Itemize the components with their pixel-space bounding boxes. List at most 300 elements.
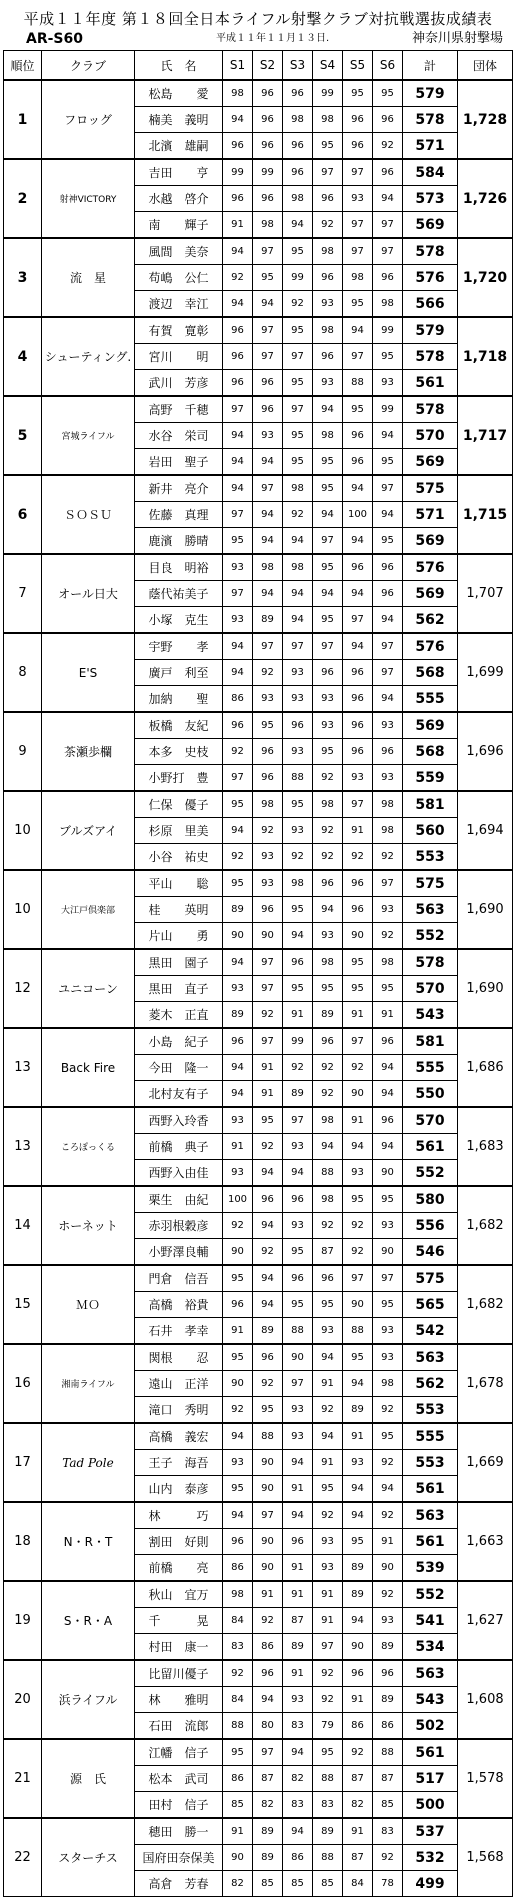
series-score-s1: 93 [223,1160,253,1187]
team-block [4,633,513,712]
shooter-name: 渡辺 幸江 [135,291,223,318]
series-score-s5: 94 [343,1371,373,1397]
series-score-s5: 95 [343,80,373,107]
shooter-name: 小野打 豊 [135,765,223,792]
team-block [4,1581,513,1660]
rank-cell: 16 [4,1344,42,1423]
series-score-s2: 98 [253,791,283,818]
series-score-s6: 96 [373,739,403,765]
series-score-s4: 98 [313,791,343,818]
series-score-s2: 96 [253,739,283,765]
series-score-s3: 96 [283,1265,313,1292]
series-score-s1: 94 [223,949,253,976]
series-score-s4: 98 [313,107,343,133]
series-score-s6: 95 [373,1423,403,1450]
shooter-total: 578 [403,238,458,265]
series-score-s2: 96 [253,370,283,397]
series-score-s6: 89 [373,1634,403,1661]
shooter-total: 578 [403,949,458,976]
table-row [4,159,513,186]
team-total-cell: 1,578 [458,1739,513,1818]
series-score-s1: 96 [223,1292,253,1318]
club-cell: フロッグ [42,80,135,159]
shooter-name: 菱木 正直 [135,1002,223,1029]
series-score-s6: 94 [373,607,403,634]
event-class-label: AR-S60 [26,31,83,47]
series-score-s5: 91 [343,818,373,844]
team-total-cell: 1,683 [458,1107,513,1186]
team-block [4,238,513,317]
series-score-s2: 89 [253,1818,283,1845]
rank-cell: 6 [4,475,42,554]
series-score-s5: 97 [343,607,373,634]
series-score-s4: 95 [313,1292,343,1318]
series-score-s1: 86 [223,686,253,713]
series-score-s3: 88 [283,765,313,792]
series-score-s6: 93 [373,712,403,739]
series-score-s2: 90 [253,1476,283,1503]
shooter-name: 黒田 直子 [135,976,223,1002]
series-score-s3: 94 [283,1160,313,1187]
rank-cell: 13 [4,1028,42,1107]
series-score-s4: 79 [313,1713,343,1740]
series-score-s1: 94 [223,107,253,133]
series-score-s6: 96 [373,1660,403,1687]
shooter-total: 553 [403,844,458,871]
series-score-s1: 94 [223,818,253,844]
series-score-s2: 95 [253,265,283,291]
series-score-s4: 96 [313,265,343,291]
series-score-s1: 92 [223,1660,253,1687]
shooter-name: 吉田 亨 [135,159,223,186]
series-score-s4: 93 [313,686,343,713]
series-score-s5: 92 [343,1055,373,1081]
series-score-s5: 95 [343,1344,373,1371]
series-score-s5: 95 [343,291,373,318]
shooter-total: 575 [403,870,458,897]
rank-cell: 15 [4,1265,42,1344]
shooter-total: 565 [403,1292,458,1318]
series-score-s1: 84 [223,1608,253,1634]
series-score-s6: 98 [373,1371,403,1397]
series-score-s1: 84 [223,1687,253,1713]
series-score-s1: 99 [223,159,253,186]
shooter-total: 502 [403,1713,458,1740]
series-score-s5: 96 [343,423,373,449]
series-score-s1: 94 [223,423,253,449]
series-score-s1: 96 [223,317,253,344]
series-score-s6: 97 [373,1265,403,1292]
series-score-s1: 83 [223,1634,253,1661]
series-score-s6: 96 [373,265,403,291]
shooter-name: 佐藤 真理 [135,502,223,528]
series-score-s6: 99 [373,317,403,344]
series-score-s2: 97 [253,633,283,660]
series-score-s3: 90 [283,1344,313,1371]
series-score-s1: 97 [223,765,253,792]
series-score-s6: 93 [373,897,403,923]
shooter-total: 561 [403,1134,458,1160]
shooter-total: 566 [403,291,458,318]
series-score-s4: 92 [313,1055,343,1081]
team-total-cell: 1,720 [458,238,513,317]
table-row [4,1739,513,1766]
series-score-s3: 97 [283,633,313,660]
shooter-name: 高橋 裕貴 [135,1292,223,1318]
team-total-cell: 1,696 [458,712,513,791]
header-s6: S6 [373,51,403,81]
rank-cell: 18 [4,1502,42,1581]
series-score-s1: 82 [223,1871,253,1897]
series-score-s6: 97 [373,238,403,265]
series-score-s3: 91 [283,1555,313,1582]
rank-cell: 10 [4,791,42,870]
table-row [4,475,513,502]
series-score-s3: 92 [283,291,313,318]
shooter-name: 高野 千穂 [135,396,223,423]
shooter-total: 537 [403,1818,458,1845]
series-score-s2: 97 [253,949,283,976]
team-total-cell: 1,715 [458,475,513,554]
series-score-s5: 96 [343,660,373,686]
team-total-cell: 1,717 [458,396,513,475]
series-score-s3: 95 [283,317,313,344]
club-cell: S・R・A [42,1581,135,1660]
series-score-s1: 95 [223,791,253,818]
series-score-s2: 98 [253,212,283,239]
series-score-s4: 92 [313,1397,343,1424]
series-score-s2: 89 [253,607,283,634]
header-team-total: 団体 [458,51,513,81]
team-block [4,1818,513,1897]
series-score-s6: 95 [373,528,403,555]
shooter-name: 西野入由佳 [135,1160,223,1187]
series-score-s3: 96 [283,949,313,976]
team-block [4,396,513,475]
series-score-s5: 94 [343,1502,373,1529]
series-score-s3: 95 [283,370,313,397]
series-score-s2: 94 [253,1265,283,1292]
club-cell: 射神VICTORY [42,159,135,238]
series-score-s5: 97 [343,791,373,818]
table-row [4,791,513,818]
series-score-s1: 95 [223,1476,253,1503]
series-score-s1: 92 [223,739,253,765]
shooter-name: 王子 海吾 [135,1450,223,1476]
series-score-s6: 93 [373,765,403,792]
series-score-s4: 88 [313,1160,343,1187]
series-score-s5: 89 [343,1397,373,1424]
shooter-total: 579 [403,317,458,344]
series-score-s6: 94 [373,1055,403,1081]
series-score-s5: 94 [343,475,373,502]
series-score-s6: 96 [373,159,403,186]
header-s5: S5 [343,51,373,81]
series-score-s1: 98 [223,1581,253,1608]
series-score-s4: 97 [313,1634,343,1661]
shooter-name: 門倉 信吾 [135,1265,223,1292]
shooter-total: 552 [403,923,458,950]
series-score-s6: 92 [373,1450,403,1476]
series-score-s6: 96 [373,1028,403,1055]
series-score-s6: 97 [373,870,403,897]
shooter-name: 前橋 亮 [135,1555,223,1582]
series-score-s5: 90 [343,923,373,950]
series-score-s3: 91 [283,1476,313,1503]
series-score-s6: 94 [373,186,403,212]
series-score-s4: 89 [313,1002,343,1029]
series-score-s4: 93 [313,1318,343,1345]
team-total-cell: 1,669 [458,1423,513,1502]
shooter-name: 南 輝子 [135,212,223,239]
series-score-s6: 98 [373,291,403,318]
club-cell: ころぽっくる [42,1107,135,1186]
team-block [4,80,513,159]
shooter-name: 廣戸 利至 [135,660,223,686]
series-score-s2: 95 [253,712,283,739]
series-score-s1: 93 [223,554,253,581]
shooter-name: 板橋 友紀 [135,712,223,739]
team-block [4,1107,513,1186]
series-score-s1: 90 [223,1371,253,1397]
shooter-name: 北濱 雄嗣 [135,133,223,160]
series-score-s4: 93 [313,712,343,739]
series-score-s1: 86 [223,1555,253,1582]
shooter-name: 水谷 栄司 [135,423,223,449]
series-score-s2: 96 [253,1344,283,1371]
series-score-s5: 98 [343,265,373,291]
table-row [4,317,513,344]
series-score-s6: 96 [373,107,403,133]
team-block [4,712,513,791]
series-score-s1: 94 [223,1502,253,1529]
series-score-s3: 93 [283,1687,313,1713]
series-score-s4: 92 [313,1213,343,1239]
series-score-s6: 96 [373,554,403,581]
series-score-s3: 94 [283,1502,313,1529]
series-score-s5: 95 [343,1529,373,1555]
series-score-s2: 97 [253,317,283,344]
club-cell: 宮城ライフル [42,396,135,475]
series-score-s4: 89 [313,1818,343,1845]
series-score-s6: 93 [373,1344,403,1371]
series-score-s3: 83 [283,1792,313,1819]
series-score-s5: 97 [343,212,373,239]
shooter-total: 569 [403,581,458,607]
shooter-name: 割田 好則 [135,1529,223,1555]
series-score-s4: 96 [313,1028,343,1055]
series-score-s5: 96 [343,712,373,739]
series-score-s6: 95 [373,449,403,476]
series-score-s5: 93 [343,1160,373,1187]
series-score-s2: 95 [253,1107,283,1134]
shooter-total: 580 [403,1186,458,1213]
team-block [4,554,513,633]
series-score-s3: 93 [283,660,313,686]
event-date: 平成１１年１１月１３日. [216,33,330,44]
series-score-s3: 95 [283,1292,313,1318]
team-block [4,1344,513,1423]
series-score-s2: 93 [253,870,283,897]
team-block [4,159,513,238]
series-score-s6: 98 [373,818,403,844]
table-row [4,1660,513,1687]
header-rank: 順位 [4,51,42,81]
team-total-cell: 1,726 [458,159,513,238]
rank-cell: 19 [4,1581,42,1660]
series-score-s3: 93 [283,739,313,765]
shooter-total: 578 [403,344,458,370]
team-total-cell: 1,699 [458,633,513,712]
table-row [4,712,513,739]
series-score-s2: 91 [253,1055,283,1081]
shooter-name: 千 晃 [135,1608,223,1634]
series-score-s4: 88 [313,1845,343,1871]
series-score-s5: 93 [343,1450,373,1476]
series-score-s6: 87 [373,1766,403,1792]
series-score-s2: 92 [253,1002,283,1029]
shooter-total: 556 [403,1213,458,1239]
shooter-name: 宮川 明 [135,344,223,370]
series-score-s5: 96 [343,870,373,897]
series-score-s6: 91 [373,1529,403,1555]
series-score-s4: 95 [313,739,343,765]
series-score-s3: 98 [283,186,313,212]
shooter-total: 569 [403,528,458,555]
shooter-name: 風間 美奈 [135,238,223,265]
rank-cell: 3 [4,238,42,317]
series-score-s2: 97 [253,475,283,502]
series-score-s2: 95 [253,1397,283,1424]
shooter-name: 今田 隆一 [135,1055,223,1081]
series-score-s5: 91 [343,1107,373,1134]
series-score-s3: 89 [283,1081,313,1108]
shooter-total: 569 [403,212,458,239]
series-score-s4: 91 [313,1450,343,1476]
shooter-total: 500 [403,1792,458,1819]
shooter-name: 岩田 聖子 [135,449,223,476]
series-score-s5: 100 [343,502,373,528]
club-cell: オール日大 [42,554,135,633]
shooter-total: 570 [403,423,458,449]
series-score-s3: 94 [283,1450,313,1476]
series-score-s6: 95 [373,1292,403,1318]
series-score-s4: 92 [313,1502,343,1529]
rank-cell: 1 [4,80,42,159]
shooter-total: 552 [403,1160,458,1187]
series-score-s6: 89 [373,1687,403,1713]
shooter-total: 560 [403,818,458,844]
series-score-s1: 90 [223,1239,253,1266]
team-block [4,1660,513,1739]
shooter-name: 松島 愛 [135,80,223,107]
results-table [3,50,513,1897]
series-score-s5: 95 [343,396,373,423]
series-score-s3: 94 [283,581,313,607]
shooter-total: 552 [403,1581,458,1608]
series-score-s2: 94 [253,1292,283,1318]
series-score-s4: 95 [313,1739,343,1766]
team-total-cell: 1,682 [458,1186,513,1265]
rank-cell: 20 [4,1660,42,1739]
series-score-s4: 91 [313,1371,343,1397]
shooter-total: 569 [403,712,458,739]
rank-cell: 14 [4,1186,42,1265]
shooter-total: 576 [403,633,458,660]
shooter-total: 584 [403,159,458,186]
series-score-s4: 96 [313,186,343,212]
rank-cell: 13 [4,1107,42,1186]
series-score-s3: 95 [283,238,313,265]
series-score-s4: 85 [313,1871,343,1897]
series-score-s3: 96 [283,712,313,739]
rank-cell: 8 [4,633,42,712]
series-score-s6: 92 [373,1397,403,1424]
series-score-s5: 92 [343,1739,373,1766]
club-cell: 湘南ライフル [42,1344,135,1423]
team-total-cell: 1,568 [458,1818,513,1897]
shooter-name: 水越 啓介 [135,186,223,212]
shooter-total: 578 [403,107,458,133]
series-score-s5: 95 [343,949,373,976]
club-cell: Back Fire [42,1028,135,1107]
team-total-cell: 1,690 [458,949,513,1028]
team-block [4,1265,513,1344]
series-score-s6: 90 [373,1160,403,1187]
team-total-cell: 1,682 [458,1265,513,1344]
series-score-s3: 82 [283,1766,313,1792]
shooter-name: 前橋 典子 [135,1134,223,1160]
series-score-s4: 95 [313,475,343,502]
series-score-s1: 98 [223,80,253,107]
series-score-s6: 91 [373,1002,403,1029]
series-score-s5: 90 [343,1634,373,1661]
team-block [4,949,513,1028]
series-score-s3: 91 [283,1660,313,1687]
series-score-s1: 94 [223,660,253,686]
series-score-s5: 94 [343,317,373,344]
series-score-s4: 93 [313,1555,343,1582]
table-row [4,238,513,265]
series-score-s4: 87 [313,1239,343,1266]
series-score-s1: 96 [223,133,253,160]
series-score-s1: 88 [223,1713,253,1740]
shooter-total: 568 [403,660,458,686]
shooter-total: 553 [403,1450,458,1476]
shooter-total: 575 [403,1265,458,1292]
shooter-name: 新井 亮介 [135,475,223,502]
series-score-s2: 92 [253,1239,283,1266]
series-score-s2: 96 [253,107,283,133]
shooter-name: 小島 紀子 [135,1028,223,1055]
table-row [4,1028,513,1055]
series-score-s1: 92 [223,844,253,871]
shooter-name: 江幡 信子 [135,1739,223,1766]
series-score-s6: 92 [373,923,403,950]
series-score-s1: 96 [223,1529,253,1555]
series-score-s4: 94 [313,396,343,423]
series-score-s1: 94 [223,1423,253,1450]
series-score-s4: 92 [313,212,343,239]
series-score-s2: 88 [253,1423,283,1450]
series-score-s4: 95 [313,449,343,476]
series-score-s4: 92 [313,1081,343,1108]
series-score-s5: 91 [343,1002,373,1029]
shooter-total: 571 [403,502,458,528]
club-cell: 茶瀬歩欄 [42,712,135,791]
shooter-total: 563 [403,1502,458,1529]
shooter-name: 苟嶋 公仁 [135,265,223,291]
